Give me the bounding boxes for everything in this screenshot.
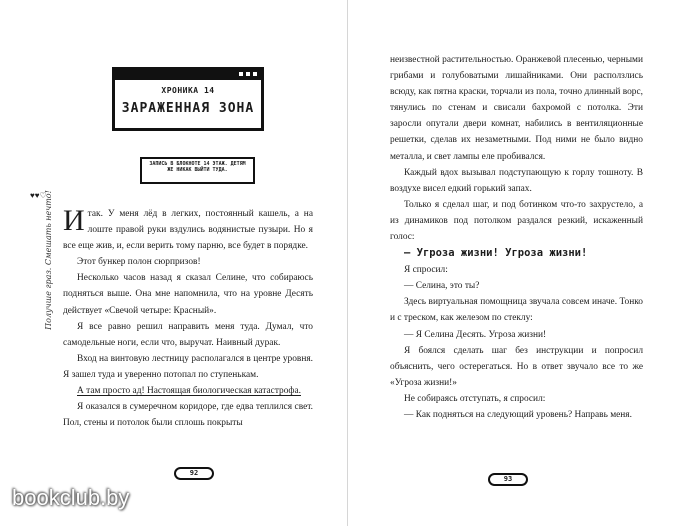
paragraph: Не собираясь отступать, я спросил:: [404, 393, 546, 404]
paragraph: Я боялся сделать шаг без инструкции и попросил объяснить, чего остерегаться. Но в ответ звучало все то же «Угроза жизни!»: [390, 345, 643, 388]
hearts-doodle: ♥♥♡: [30, 191, 47, 200]
handwritten-side-note: Получше граз. Смешать нечто!: [44, 190, 53, 330]
notebook-log-box: ЗАПИСЬ В БЛОКНОТЕ 14 ЭТАЖ. ДЕТЯМ ЖЕ НИКАК ВЫЙТИ ТУДА.: [140, 157, 255, 184]
paragraph-text: так. У меня лёд в легких, постоянный кашель, а на лоште правой руки вздулись водянистые пузыри. Но я все еще жив, и, если верить тому парню, все будет в порядке.: [63, 209, 313, 252]
paragraph: Вход на винтовую лестницу располагался в центре уровня. Я зашел туда и уверенно потопал по ступенькам.: [63, 353, 313, 380]
chapter-header: [112, 67, 264, 131]
paragraph: Каждый вдох вызывал подступающую к горлу тошноту. В воздухе висел едкий горький запах.: [390, 167, 643, 194]
left-page-text: [63, 206, 313, 431]
paragraph: — Я Селина Десять. Угроза жизни!: [404, 329, 547, 340]
paragraph: Несколько часов назад я сказал Селине, что собираюсь подняться выше. Она мне напомнила, что на уровне Десять действует «Свечой четыре: Красный».: [63, 273, 313, 316]
paragraph: — Селина, это ты?: [404, 281, 480, 292]
paragraph: Этот бункер полон сюрпризов!: [77, 257, 201, 268]
page-number: 92: [174, 467, 214, 480]
alert-voice-line: — Угроза жизни! Угроза жизни!: [404, 247, 588, 260]
left-page: [0, 0, 348, 526]
right-page-text: [390, 52, 643, 423]
watermark-text: bookclub.by: [12, 485, 130, 510]
paragraph: неизвестной растительностью. Оранжевой плесенью, черными грибами и голубоватыми лишайниками. Они расползлись всюду, как пятна краски, торчали из пола, точно длинный ворс, тянулись по стенам и свисали бахромой с потолка. Эти заросли опутали двери комнат, набились в вентиляционные решетки, сделав их незаметными. Под ними не было видно металла, и свет лампы еле пробивался.: [390, 55, 643, 162]
paragraph-underlined: А там просто ад! Настоящая биологическая катастрофа.: [77, 386, 301, 397]
chapter-title: ЗАРАЖЕННАЯ ЗОНА: [121, 101, 255, 116]
paragraph: Я оказался в сумеречном коридоре, где едва теплился свет. Пол, стены и потолок были сплошь покрыты: [63, 402, 313, 429]
paragraph: — Как подняться на следующий уровень? Направь меня.: [404, 409, 632, 420]
paragraph: Я спросил:: [404, 265, 448, 276]
page-number: 93: [488, 473, 528, 486]
drop-cap: И: [63, 204, 85, 237]
paragraph: Здесь виртуальная помощница звучала совсем иначе. Тонко и с треском, как железом по стеклу:: [390, 297, 643, 324]
paragraph: Я все равно решил направить меня туда. Думал, что самодельные ноги, если что, выручат. Наивный дурак.: [63, 321, 313, 348]
paragraph: Только я сделал шаг, и под ботинком что-то захрустело, а из динамиков под потолком раздался резкий, искаженный голос:: [390, 199, 643, 243]
chapter-header-bar: [115, 70, 261, 80]
chapter-label: ХРОНИКА 14: [161, 86, 215, 95]
paragraph: [63, 206, 313, 254]
